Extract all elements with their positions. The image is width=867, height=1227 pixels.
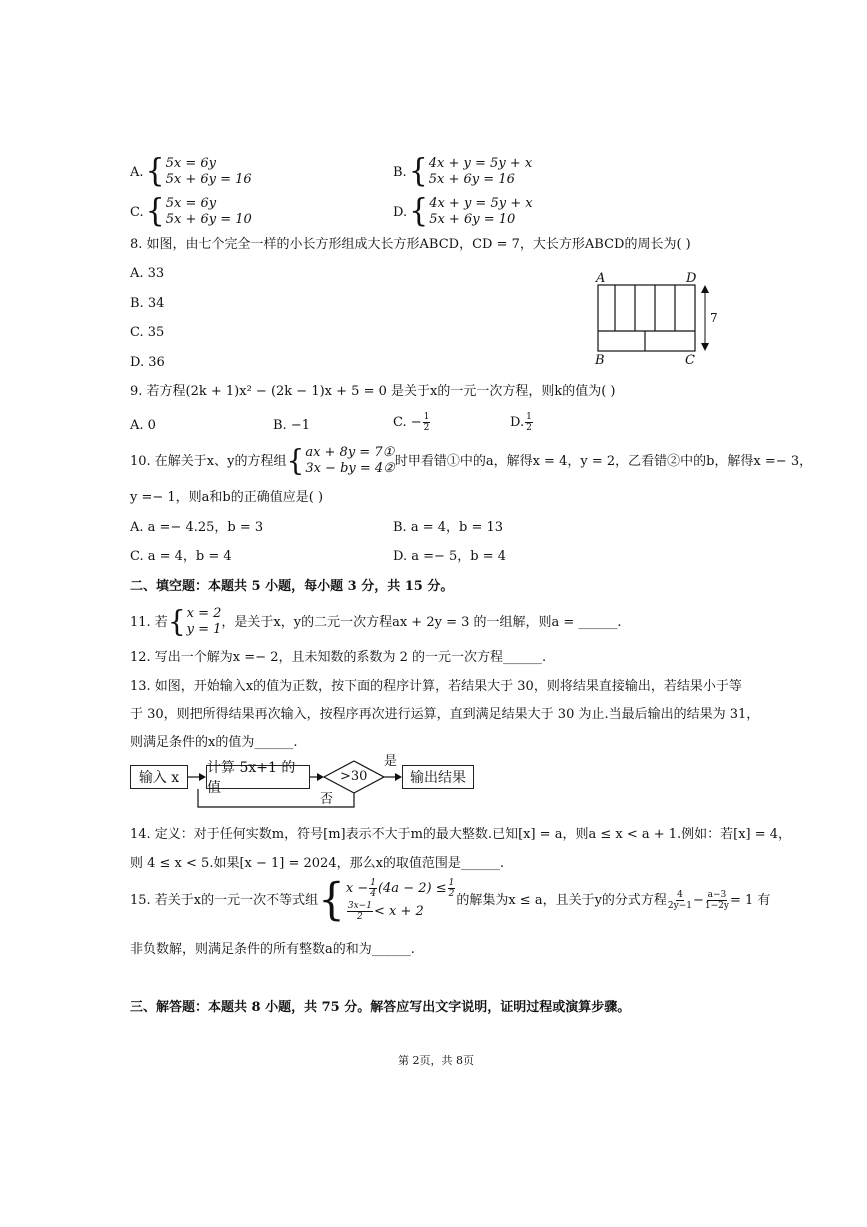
- fraction: [705, 890, 729, 911]
- label-b: B: [595, 353, 605, 368]
- label-d: D: [686, 271, 697, 286]
- q8-option-a: A. 33: [130, 266, 165, 281]
- eq-line: 5x + 6y = 10: [165, 212, 252, 227]
- option-label: B.: [393, 164, 407, 180]
- section-heading: 三、解答题：本题共 8 小题，共 75 分。解答应写出文字说明，证明过程或演算步骤。: [130, 1000, 631, 1015]
- q12-stem: 12. 写出一个解为x =− 2，且未知数的系数为 2 的一元一次方程______.: [130, 650, 547, 665]
- numerator: 1: [448, 878, 455, 888]
- page-footer: 第 2页，共 8页: [398, 1054, 474, 1067]
- option-text: D.: [510, 415, 525, 430]
- brace: {: [286, 443, 305, 478]
- brace: {: [318, 873, 345, 926]
- eq-line: 3x − by = 4②: [305, 461, 395, 476]
- input-box: 输入 x: [130, 765, 188, 789]
- brace: {: [409, 193, 429, 230]
- q9-option-b: B. −1: [273, 418, 310, 433]
- condition-label: >30: [340, 769, 368, 784]
- fraction: [525, 412, 533, 433]
- q9-option-a: A. 0: [130, 418, 156, 433]
- numerator: 1: [526, 412, 532, 422]
- q9-option-d: [510, 412, 534, 433]
- denominator: 2: [423, 423, 430, 433]
- stem-post: 时甲看错①中的a，解得x = 4，y = 2，乙看错②中的b，解得x =− 3，: [394, 453, 813, 469]
- numerator: 1: [370, 878, 376, 888]
- brace: {: [408, 153, 428, 190]
- fraction: [668, 890, 692, 911]
- q15-line2: 非负数解，则满足条件的所有整数a的和为______.: [130, 942, 415, 957]
- stem-pre: 15. 若关于x的一元一次不等式组: [130, 892, 319, 908]
- ineq-text: < x + 2: [373, 904, 424, 919]
- fraction: [448, 878, 456, 899]
- q10-stem: [130, 445, 812, 477]
- q8-stem: 8. 如图，由七个完全一样的小长方形组成大长方形ABCD，CD = 7，大长方形ABCD的周长为( ): [130, 237, 691, 252]
- denominator: 2: [526, 423, 532, 433]
- q9-stem: 9. 若方程(2k + 1)x² − (2k − 1)x + 5 = 0 是关于x的一元一次方程，则k的值为( ): [130, 384, 616, 399]
- stem-tail: = 1 有: [729, 892, 771, 908]
- q11-stem: [130, 606, 622, 638]
- stem-pre: 10. 在解关于x、y的方程组: [130, 453, 287, 469]
- stem-post: ，是关于x，y的二元一次方程ax + 2y = 3 的一组解，则a = ______.: [221, 614, 622, 630]
- eq-line: 5x = 6y: [165, 196, 217, 211]
- fraction: [347, 901, 373, 922]
- eq-line: 4x + y = 5y + x: [428, 156, 533, 171]
- q13-line2: 于 30，则把所得结果再次输入，按程序再次进行运算，直到满足结果大于 30 为止.当最后输出的结果为 31，: [130, 707, 760, 722]
- eq-line: ax + 8y = 7①: [305, 445, 395, 460]
- ineq-line-1: [346, 878, 456, 899]
- numerator: 3x−1: [347, 901, 372, 911]
- minus-sign: −: [693, 892, 704, 908]
- eq-line: 5x + 6y = 16: [165, 172, 252, 187]
- eq-line: 5x + 6y = 16: [428, 172, 515, 187]
- dimension-label: 7: [710, 311, 718, 325]
- eq-line: y = 1: [186, 622, 222, 637]
- q10-option-b: B. a = 4，b = 13: [393, 520, 504, 535]
- option-label: C.: [130, 204, 144, 220]
- q10-option-a: A. a =− 4.25，b = 3: [130, 520, 264, 535]
- q13-line3: 则满足条件的x的值为______.: [130, 735, 298, 750]
- q14-line2: 则 4 ≤ x < 5.如果[x − 1] = 2024，那么x的取值范围是______.: [130, 856, 505, 871]
- equation-system: [305, 445, 395, 477]
- q13-line1: 13. 如图，开始输入x的值为正数，按下面的程序计算，若结果大于 30，则将结果直接输出，若结果小于等: [130, 679, 742, 694]
- q10-stem-line2: y =− 1，则a和b的正确值应是( ): [130, 490, 324, 505]
- option-label: A.: [130, 164, 144, 180]
- q10-option-c: C. a = 4，b = 4: [130, 549, 232, 564]
- equation-system: [187, 606, 222, 638]
- denominator: 2: [357, 912, 363, 922]
- q10-option-d: D. a =− 5，b = 4: [393, 549, 507, 564]
- denominator: 4: [370, 889, 376, 899]
- denominator: 2: [448, 889, 455, 899]
- ineq-text: (4a − 2) ≤: [377, 881, 447, 896]
- option-text: C. −: [393, 415, 422, 430]
- q9-option-c: [393, 412, 431, 433]
- rectangle-diagram: [590, 270, 730, 366]
- inequality-system: [346, 878, 456, 922]
- brace: {: [145, 193, 165, 230]
- q8-option-d: D. 36: [130, 355, 165, 370]
- label-c: C: [685, 353, 695, 368]
- q15-stem: [130, 873, 771, 926]
- section-heading: 二、填空题：本题共 5 小题，每小题 3 分，共 15 分。: [130, 579, 454, 594]
- numerator: a−3: [707, 889, 727, 900]
- fraction: [423, 412, 431, 433]
- yes-label: 是: [384, 754, 398, 769]
- q8-option-c: C. 35: [130, 325, 165, 340]
- eq-line: x = 2: [186, 606, 222, 621]
- numerator: 1: [423, 412, 430, 422]
- output-box: 输出结果: [402, 765, 474, 789]
- rectangle-figure: [590, 270, 730, 366]
- flowchart: [128, 755, 488, 811]
- stem-pre: 11. 若: [130, 614, 168, 630]
- eq-line: 4x + y = 5y + x: [429, 196, 533, 211]
- stem-mid: 的解集为x ≤ a，且关于y的分式方程: [456, 892, 667, 908]
- brace: {: [145, 153, 165, 190]
- compute-box: 计算 5x+1 的值: [206, 765, 310, 789]
- ineq-text: x −: [345, 881, 369, 896]
- label-a: A: [596, 271, 606, 286]
- option-label: D.: [393, 204, 408, 220]
- denominator: 1−2y: [704, 900, 729, 911]
- brace: {: [167, 604, 186, 639]
- q8-option-b: B. 34: [130, 296, 165, 311]
- eq-line: 5x = 6y: [165, 156, 216, 171]
- denominator: 2y−1: [667, 900, 692, 911]
- eq-line: 5x + 6y = 10: [429, 212, 516, 227]
- numerator: 4: [677, 889, 683, 900]
- ineq-line-2: [346, 901, 456, 922]
- q14-line1: 14. 定义：对于任何实数m，符号[m]表示不大于m的最大整数.已知[x] = a，则a ≤ x < a + 1.例如：若[x] = 4，: [130, 827, 792, 842]
- fraction: [369, 878, 377, 899]
- no-label: 否: [320, 792, 334, 807]
